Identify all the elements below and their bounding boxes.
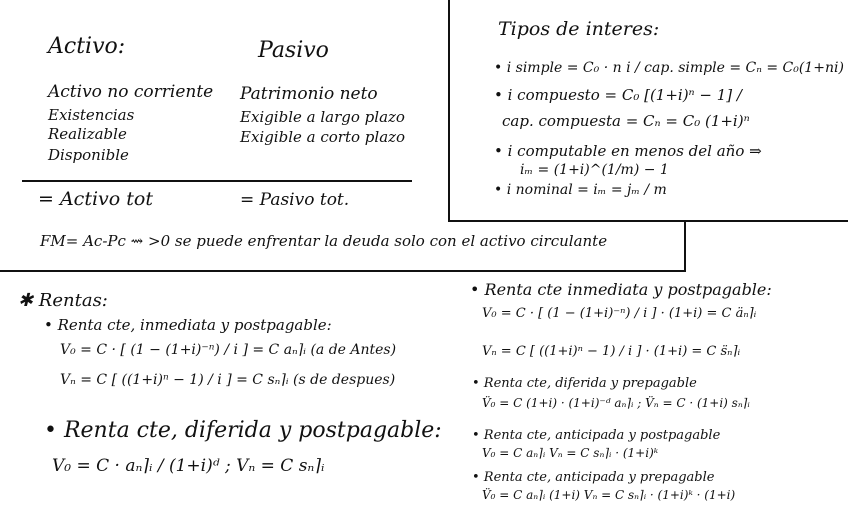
renta-formula: V₀ = C · [ (1 − (1+i)⁻ⁿ) / i ] = C aₙ⌉ᵢ (a de Antes)	[60, 342, 397, 358]
pasivo-total: = Pasivo tot.	[240, 190, 350, 210]
interest-line: cap. compuesta = Cₙ = C₀ (1+i)ⁿ	[502, 112, 750, 130]
renta-formula: Vₙ = C [ ((1+i)ⁿ − 1) / i ] = C sₙ⌉ᵢ (s de despues)	[60, 372, 396, 388]
pasivo-title: Pasivo	[258, 38, 329, 63]
renta-label: • Renta cte, anticipada y prepagable	[472, 470, 715, 485]
renta-label: • Renta cte, anticipada y postpagable	[472, 428, 721, 443]
renta-formula: V₀ = C · [ (1 − (1+i)⁻ⁿ) / i ] · (1+i) = C äₙ⌉ᵢ	[482, 306, 757, 321]
renta-formula: V₀ = C aₙ⌉ᵢ Vₙ = C sₙ⌉ᵢ · (1+i)ᵏ	[482, 446, 659, 460]
renta-formula: V̈₀ = C (1+i) · (1+i)⁻ᵈ aₙ⌉ᵢ ; V̈ₙ = C · (1+i) sₙ⌉ᵢ	[482, 396, 750, 410]
renta-formula: V̈₀ = C aₙ⌉ᵢ (1+i) Vₙ = C sₙ⌉ᵢ · (1+i)ᵏ · (1+i)	[482, 488, 736, 502]
interest-line: • i compuesto = C₀ [(1+i)ⁿ − 1] /	[494, 86, 742, 104]
activo-title: Activo:	[48, 34, 126, 59]
interest-title: Tipos de interes:	[498, 18, 660, 40]
renta-formula: V₀ = C · aₙ⌉ᵢ / (1+i)ᵈ ; Vₙ = C sₙ⌉ᵢ	[52, 456, 325, 476]
pasivo-item: Patrimonio neto	[240, 84, 378, 104]
activo-item: Disponible	[48, 146, 129, 164]
renta-label: • Renta cte, diferida y prepagable	[472, 376, 697, 391]
renta-label: • Renta cte inmediata y postpagable:	[470, 280, 772, 299]
interest-line: • i nominal = iₘ = jₘ / m	[494, 182, 667, 198]
fm-note: FM= Ac-Pc ⇝ >0 se puede enfrentar la deuda solo con el activo circulante	[40, 232, 608, 250]
activo-item: Realizable	[48, 125, 127, 143]
interest-line: • i simple = C₀ · n i / cap. simple = Cₙ = C₀(1+ni)	[494, 60, 844, 76]
activo-item: Activo no corriente	[48, 82, 214, 102]
interest-line: iₘ = (1+i)^(1/m) − 1	[520, 162, 669, 178]
pasivo-item: Exigible a corto plazo	[240, 128, 406, 146]
totals-divider	[22, 180, 412, 182]
renta-formula: Vₙ = C [ ((1+i)ⁿ − 1) / i ] · (1+i) = C s̈ₙ⌉ᵢ	[482, 344, 741, 359]
renta-label: • Renta cte, inmediata y postpagable:	[44, 316, 332, 334]
activo-total: = Activo tot	[38, 188, 153, 210]
renta-label: • Renta cte, diferida y postpagable:	[44, 418, 442, 443]
pasivo-item: Exigible a largo plazo	[240, 108, 405, 126]
interest-line: • i computable en menos del año ⇒	[494, 142, 762, 160]
rentas-heading: ✱ Rentas:	[18, 290, 108, 311]
activo-item: Existencias	[48, 106, 135, 124]
